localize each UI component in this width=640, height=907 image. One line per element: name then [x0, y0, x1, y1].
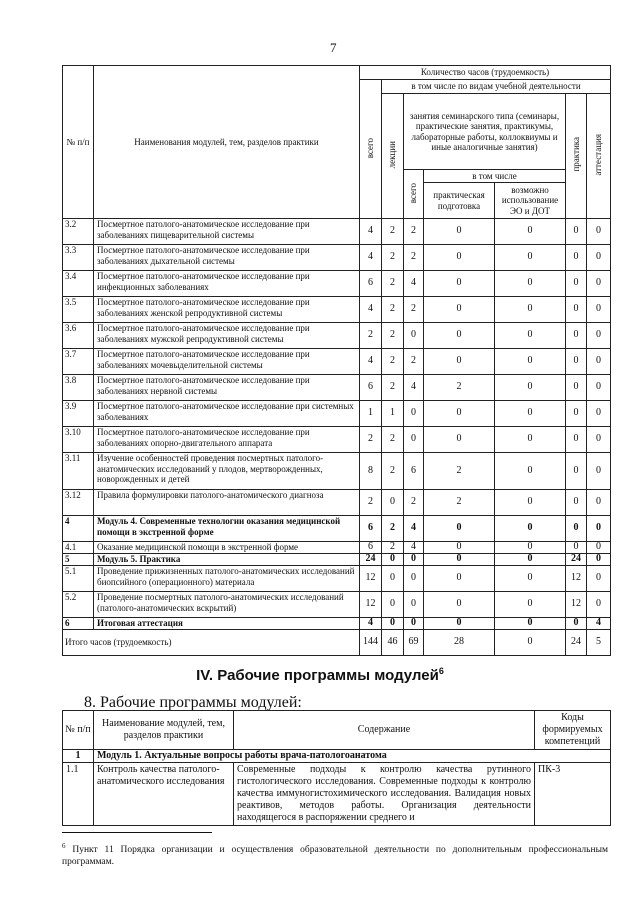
- footnote-mark: 6: [62, 842, 66, 850]
- programs-header-name: Наименование модулей, тем, разделов практики: [94, 711, 234, 750]
- table-row: [63, 542, 611, 554]
- row-value: 0: [382, 592, 404, 618]
- row-value: 0: [587, 271, 611, 297]
- header-attestation: аттестация: [587, 94, 611, 219]
- row-value: 0: [587, 566, 611, 592]
- row-value: 0: [495, 618, 566, 630]
- row-value: 0: [495, 219, 566, 245]
- row-value: 2: [404, 349, 424, 375]
- row-num: 4.1: [63, 542, 94, 554]
- row-value: 2: [382, 219, 404, 245]
- row-value: 2: [382, 375, 404, 401]
- row-name: Проведение прижизненных патолого-анатомических исследований биопсийного (операционного) материала: [94, 566, 360, 592]
- row-value: 0: [382, 618, 404, 630]
- row-value: 24: [566, 554, 587, 566]
- footnote-text: Пункт 11 Порядка организации и осуществления образовательной деятельности по дополнительным профессиональным программам.: [62, 845, 608, 868]
- row-value: 0: [382, 490, 404, 516]
- row-value: 0: [566, 618, 587, 630]
- row-value: 0: [424, 618, 495, 630]
- total-value: 69: [404, 630, 424, 656]
- row-num: 3.12: [63, 490, 94, 516]
- row-num: 5.2: [63, 592, 94, 618]
- row-value: 0: [382, 554, 404, 566]
- row-num: 3.7: [63, 349, 94, 375]
- section-heading-footnote-mark: 6: [438, 666, 444, 676]
- row-value: 2: [424, 375, 495, 401]
- table-row: [63, 245, 611, 271]
- row-name: Правила формулировки патолого-анатомического диагноза: [94, 490, 360, 516]
- row-value: 0: [566, 453, 587, 490]
- row-value: 0: [587, 427, 611, 453]
- row-value: 0: [424, 592, 495, 618]
- row-value: 0: [495, 516, 566, 542]
- row-value: 12: [360, 592, 382, 618]
- row-value: 4: [404, 375, 424, 401]
- table-row: [63, 566, 611, 592]
- row-value: 0: [566, 245, 587, 271]
- row-value: 0: [404, 401, 424, 427]
- module-title: Модуль 1. Актуальные вопросы работы врача-патологоанатома: [94, 750, 611, 763]
- row-value: 8: [360, 453, 382, 490]
- page-number: 7: [330, 40, 337, 55]
- row-value: 2: [382, 516, 404, 542]
- row-value: 1: [382, 401, 404, 427]
- row-value: 0: [424, 427, 495, 453]
- row-num: 3.6: [63, 323, 94, 349]
- row-value: 0: [404, 323, 424, 349]
- row-value: 0: [495, 453, 566, 490]
- table-row: [63, 349, 611, 375]
- row-name: Модуль 4. Современные технологии оказания медицинской помощи в экстренной форме: [94, 516, 360, 542]
- footnote-separator: [62, 832, 212, 833]
- topic-code: ПК-3: [535, 763, 611, 826]
- row-name: Посмертное патолого-анатомическое исследование при инфекционных заболеваниях: [94, 271, 360, 297]
- row-value: 0: [404, 618, 424, 630]
- row-name: Посмертное патолого-анатомическое исследование при заболеваниях опорно-двигательного аппарата: [94, 427, 360, 453]
- row-value: 0: [587, 219, 611, 245]
- row-num: 3.4: [63, 271, 94, 297]
- row-value: 0: [424, 271, 495, 297]
- row-num: 6: [63, 618, 94, 630]
- row-value: 0: [587, 542, 611, 554]
- programs-header-content: Содержание: [234, 711, 535, 750]
- row-value: 0: [587, 297, 611, 323]
- total-row: [63, 630, 611, 656]
- row-value: 2: [424, 490, 495, 516]
- row-value: 12: [566, 592, 587, 618]
- row-value: 0: [404, 427, 424, 453]
- row-value: 6: [360, 375, 382, 401]
- row-name: Посмертное патолого-анатомическое исследование при заболеваниях мочевыделительной системы: [94, 349, 360, 375]
- header-incl: в том числе: [424, 170, 566, 183]
- header-practice: практика: [566, 94, 587, 219]
- header-total: всего: [360, 80, 382, 219]
- row-value: 4: [360, 219, 382, 245]
- row-value: 0: [566, 297, 587, 323]
- row-value: 0: [566, 516, 587, 542]
- topic-name: Контроль качества патолого-анатомического исследования: [94, 763, 234, 826]
- row-value: 4: [360, 618, 382, 630]
- row-name: Посмертное патолого-анатомическое исследование при заболеваниях мужской репродуктивной системы: [94, 323, 360, 349]
- row-value: 0: [566, 542, 587, 554]
- row-value: 0: [495, 323, 566, 349]
- module-row: [63, 750, 611, 763]
- total-value: 5: [587, 630, 611, 656]
- row-value: 4: [587, 618, 611, 630]
- row-value: 6: [360, 516, 382, 542]
- row-value: 0: [424, 554, 495, 566]
- row-value: 0: [566, 271, 587, 297]
- programs-header-num: № п/п: [63, 711, 94, 750]
- row-value: 0: [424, 516, 495, 542]
- header-num: № п/п: [63, 66, 94, 219]
- row-value: 24: [360, 554, 382, 566]
- row-name: Проведение посмертных патолого-анатомических исследований (патолого-анатомических вскрытий): [94, 592, 360, 618]
- row-value: 0: [566, 349, 587, 375]
- row-name: Итоговая аттестация: [94, 618, 360, 630]
- total-value: 28: [424, 630, 495, 656]
- header-seminars: занятия семинарского типа (семинары, практические занятия, практикумы, лабораторные работы, коллоквиумы и иные аналогичные занятия): [404, 94, 566, 170]
- table-row: [63, 427, 611, 453]
- table-row: [63, 763, 611, 826]
- row-value: 0: [495, 245, 566, 271]
- row-value: 0: [424, 542, 495, 554]
- row-value: 0: [495, 554, 566, 566]
- row-value: 0: [424, 323, 495, 349]
- row-value: 0: [404, 592, 424, 618]
- row-value: 0: [382, 566, 404, 592]
- row-value: 1: [360, 401, 382, 427]
- row-value: 2: [382, 542, 404, 554]
- row-value: 6: [404, 453, 424, 490]
- row-num: 4: [63, 516, 94, 542]
- row-name: Модуль 5. Практика: [94, 554, 360, 566]
- row-value: 0: [424, 219, 495, 245]
- row-value: 2: [404, 219, 424, 245]
- row-value: 0: [495, 401, 566, 427]
- header-prac-training: практическая подготовка: [424, 183, 495, 219]
- row-value: 12: [360, 566, 382, 592]
- programs-header-codes: Коды формируемых компетенций: [535, 711, 611, 750]
- table-row: [63, 271, 611, 297]
- row-value: 0: [587, 516, 611, 542]
- programs-table: [62, 710, 611, 826]
- header-hours: Количество часов (трудоемкость): [360, 66, 611, 80]
- row-value: 4: [404, 516, 424, 542]
- row-value: 0: [495, 375, 566, 401]
- topic-num: 1.1: [63, 763, 94, 826]
- row-value: 0: [424, 401, 495, 427]
- table-row: [63, 516, 611, 542]
- table-row: [63, 554, 611, 566]
- row-num: 3.3: [63, 245, 94, 271]
- row-value: 6: [360, 542, 382, 554]
- row-value: 0: [495, 271, 566, 297]
- row-value: 0: [587, 375, 611, 401]
- table-row: [63, 618, 611, 630]
- row-value: 0: [587, 592, 611, 618]
- row-name: Посмертное патолого-анатомическое исследование при заболеваниях женской репродуктивной системы: [94, 297, 360, 323]
- header-sem-total: всего: [404, 170, 424, 219]
- row-value: 2: [360, 323, 382, 349]
- row-value: 0: [424, 566, 495, 592]
- table-row: [63, 401, 611, 427]
- total-value: 144: [360, 630, 382, 656]
- row-value: 0: [404, 554, 424, 566]
- row-value: 6: [360, 271, 382, 297]
- row-value: 4: [360, 245, 382, 271]
- row-value: 2: [424, 453, 495, 490]
- total-value: 46: [382, 630, 404, 656]
- table-row: [63, 453, 611, 490]
- row-value: 2: [404, 490, 424, 516]
- row-value: 4: [404, 542, 424, 554]
- row-value: 4: [360, 349, 382, 375]
- table-row: [63, 323, 611, 349]
- row-value: 4: [404, 271, 424, 297]
- table-row: [63, 490, 611, 516]
- module-num: 1: [63, 750, 94, 763]
- header-incl-activities: в том числе по видам учебной деятельности: [382, 80, 611, 94]
- row-value: 0: [424, 349, 495, 375]
- row-value: 0: [566, 401, 587, 427]
- topic-content: Современные подходы к контролю качества рутинного гистологического исследования. Современные подходы к контролю качества иммуногистохимического исследования. Валидация новых реактивов, методов работы. Организация деятельности находящегося в распоряжении среднего и: [234, 763, 535, 826]
- row-value: 0: [424, 245, 495, 271]
- row-name: Изучение особенностей проведения посмертных патолого-анатомических исследований у плодов, мертворожденных, новорожденных и детей: [94, 453, 360, 490]
- header-eo-dot: возможно использование ЭО и ДОТ: [495, 183, 566, 219]
- row-value: 2: [382, 245, 404, 271]
- row-value: 0: [495, 566, 566, 592]
- row-value: 0: [566, 490, 587, 516]
- table-row: [63, 297, 611, 323]
- row-value: 2: [382, 427, 404, 453]
- table-row: [63, 592, 611, 618]
- row-name: Посмертное патолого-анатомическое исследование при заболеваниях дыхательной системы: [94, 245, 360, 271]
- row-value: 0: [587, 453, 611, 490]
- row-value: 0: [495, 427, 566, 453]
- row-value: 2: [382, 349, 404, 375]
- row-num: 5: [63, 554, 94, 566]
- row-name: Посмертное патолого-анатомическое исследование при заболеваниях пищеварительной системы: [94, 219, 360, 245]
- total-label: Итого часов (трудоемкость): [63, 630, 360, 656]
- row-value: 0: [566, 219, 587, 245]
- row-value: 2: [360, 427, 382, 453]
- row-value: 0: [495, 490, 566, 516]
- header-name: Наименования модулей, тем, разделов практики: [94, 66, 360, 219]
- hours-table: [62, 65, 611, 656]
- sub-heading: 8. Рабочие программы модулей:: [84, 694, 302, 711]
- row-value: 2: [382, 271, 404, 297]
- row-value: 0: [566, 375, 587, 401]
- total-value: 24: [566, 630, 587, 656]
- row-num: 3.5: [63, 297, 94, 323]
- row-value: 0: [566, 323, 587, 349]
- row-num: 3.2: [63, 219, 94, 245]
- row-name: Посмертное патолого-анатомическое исследование при системных заболеваниях: [94, 401, 360, 427]
- row-value: 0: [495, 542, 566, 554]
- table-row: [63, 219, 611, 245]
- row-num: 3.8: [63, 375, 94, 401]
- row-value: 2: [382, 323, 404, 349]
- row-num: 3.9: [63, 401, 94, 427]
- row-value: 2: [382, 453, 404, 490]
- row-value: 0: [424, 297, 495, 323]
- row-value: 2: [404, 245, 424, 271]
- footnote: [62, 840, 608, 868]
- row-num: 5.1: [63, 566, 94, 592]
- table-row: [63, 375, 611, 401]
- row-num: 3.10: [63, 427, 94, 453]
- row-value: 0: [404, 566, 424, 592]
- row-num: 3.11: [63, 453, 94, 490]
- row-value: 0: [587, 554, 611, 566]
- row-value: 0: [587, 245, 611, 271]
- row-value: 2: [360, 490, 382, 516]
- row-value: 2: [404, 297, 424, 323]
- section-heading: IV. Рабочие программы модулей$^6$: [196, 666, 444, 684]
- header-lectures: лекции: [382, 94, 404, 219]
- row-value: 0: [587, 401, 611, 427]
- row-value: 2: [382, 297, 404, 323]
- row-value: 12: [566, 566, 587, 592]
- row-name: Посмертное патолого-анатомическое исследование при заболеваниях нервной системы: [94, 375, 360, 401]
- row-value: 0: [495, 297, 566, 323]
- row-value: 0: [495, 349, 566, 375]
- row-name: Оказание медицинской помощи в экстренной форме: [94, 542, 360, 554]
- total-value: 0: [495, 630, 566, 656]
- row-value: 0: [587, 323, 611, 349]
- row-value: 0: [587, 349, 611, 375]
- row-value: 0: [495, 592, 566, 618]
- row-value: 4: [360, 297, 382, 323]
- row-value: 0: [587, 490, 611, 516]
- row-value: 0: [566, 427, 587, 453]
